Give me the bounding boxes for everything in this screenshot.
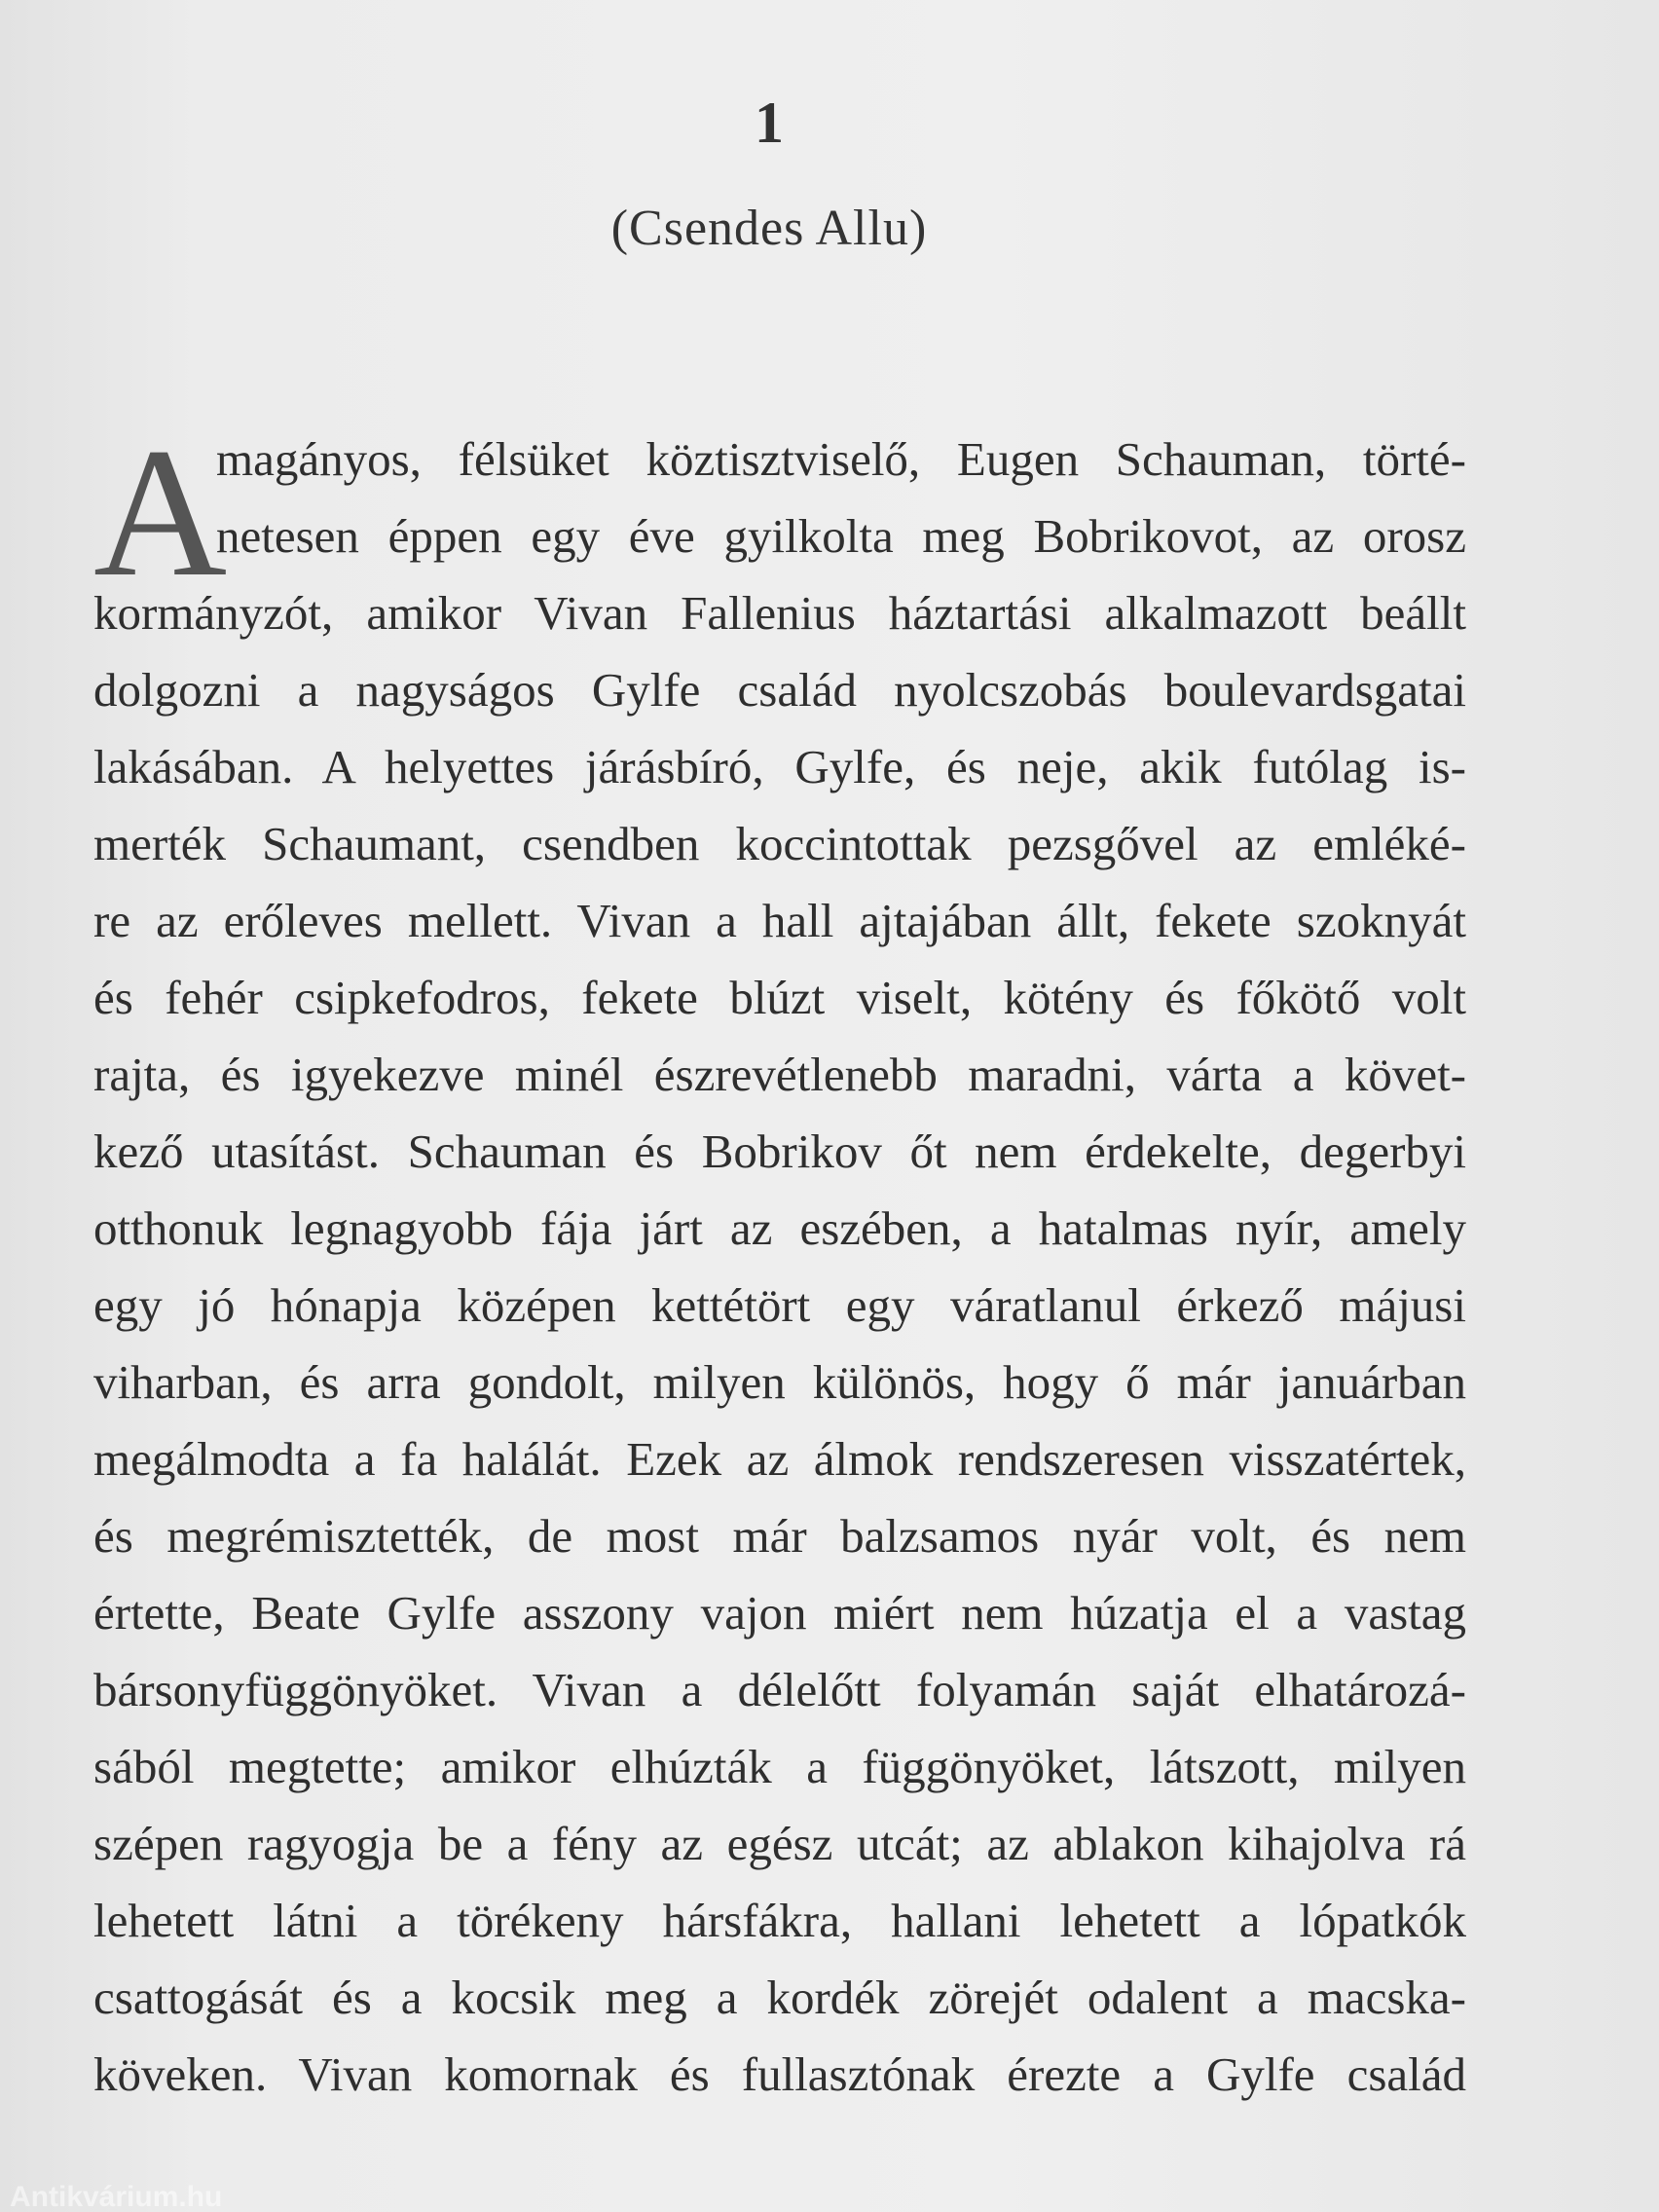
text-line: lakásában. A helyettes járásbíró, Gylfe, és neje, akik futólag is-: [93, 740, 1466, 793]
text-line: lehetett látni a törékeny hársfákra, hallani lehetett a lópatkók: [93, 1894, 1466, 1947]
text-line: szépen ragyogja be a fény az egész utcát; az ablakon kihajolva rá: [93, 1817, 1466, 1870]
text-line: netesen éppen egy éve gyilkolta meg Bobrikovot, az orosz: [216, 509, 1466, 563]
text-line: sából megtette; amikor elhúzták a függönyöket, látszott, milyen: [93, 1740, 1466, 1793]
text-line: megálmodta a fa halálát. Ezek az álmok rendszeresen visszatértek,: [93, 1432, 1466, 1486]
chapter-number: 1: [755, 91, 784, 155]
text-line: magányos, félsüket köztisztviselő, Eugen Schauman, törté-: [216, 432, 1466, 486]
text-line: dolgozni a nagyságos Gylfe család nyolcszobás boulevardsgatai: [93, 663, 1466, 717]
text-line: merték Schaumant, csendben koccintottak pezsgővel az emléké-: [93, 817, 1466, 870]
text-line: köveken. Vivan komornak és fullasztónak érezte a Gylfe család: [93, 2047, 1466, 2101]
body-text: [93, 411, 1466, 2113]
chapter-title: (Csendes Allu): [610, 201, 928, 256]
text-line: egy jó hónapja középen kettétört egy váratlanul érkező májusi: [93, 1278, 1466, 1332]
text-line: csattogását és a kocsik meg a kordék zörejét odalent a macska-: [93, 1971, 1466, 2024]
text-line: értette, Beate Gylfe asszony vajon miért nem húzatja el a vastag: [93, 1586, 1466, 1640]
watermark: Antikvárium.hu: [10, 2183, 223, 2212]
text-line: és fehér csipkefodros, fekete blúzt viselt, kötény és főkötő volt: [93, 971, 1466, 1024]
drop-cap: A: [93, 411, 228, 615]
text-line: otthonuk legnagyobb fája járt az eszében, a hatalmas nyír, amely: [93, 1201, 1466, 1255]
text-line: viharban, és arra gondolt, milyen különös, hogy ő már januárban: [93, 1355, 1466, 1409]
text-line: bársonyfüggönyöket. Vivan a délelőtt folyamán saját elhatározá-: [93, 1663, 1466, 1716]
text-line: rajta, és igyekezve minél észrevétlenebb maradni, várta a követ-: [93, 1048, 1466, 1101]
text-line: kező utasítást. Schauman és Bobrikov őt nem érdekelte, degerbyi: [93, 1124, 1466, 1178]
text-line: kormányzót, amikor Vivan Fallenius háztartási alkalmazott beállt: [93, 586, 1466, 640]
text-line: re az erőleves mellett. Vivan a hall ajtajában állt, fekete szoknyát: [93, 894, 1466, 947]
text-line: és megrémisztették, de most már balzsamos nyár volt, és nem: [93, 1509, 1466, 1563]
